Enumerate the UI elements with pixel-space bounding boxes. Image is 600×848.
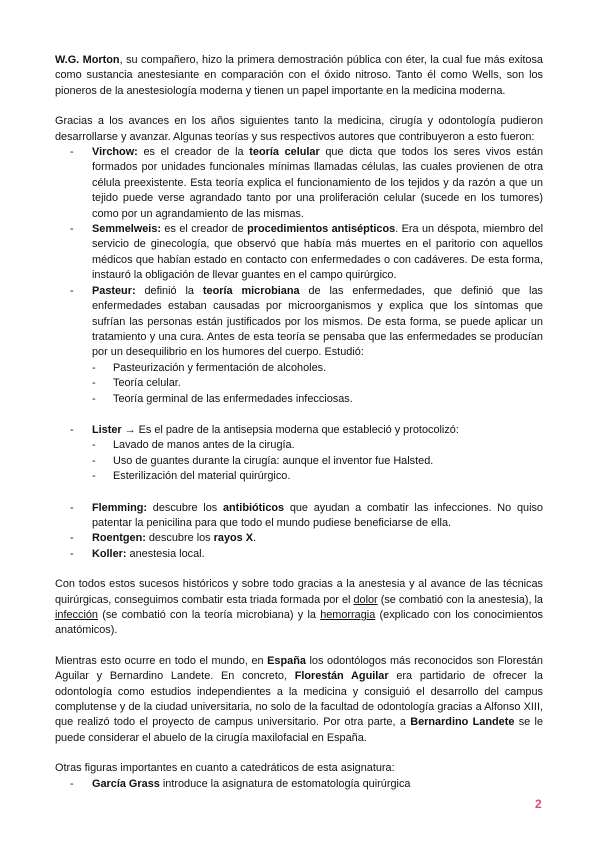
sublist-item: - Esterilización del material quirúrgico. xyxy=(55,469,543,484)
document-body xyxy=(55,53,543,792)
sublist-item: - Teoría germinal de las enfermedades infecciosas. xyxy=(55,392,543,407)
paragraph-triad: Con todos estos sucesos históricos y sobre todo gracias a la anestesia y al avance de las técnicas quirúrgicas, conseguimos combatir esta triada formada por el dolor (se combatió con la anestesia), la infección (se combatió con la teoría microbiana) y la hemorragia (explicado con los conocimientos anatómicos). xyxy=(55,578,543,637)
sublist-item: - Pasteurización y fermentación de alcoholes. xyxy=(55,361,543,376)
pasteur-sublist xyxy=(92,361,543,407)
paragraph-intro-theories: Gracias a los avances en los años siguientes tanto la medicina, cirugía y odontología pudieron desarrollarse y avanzar. Algunas teorías y sus respectivos autores que contribuyeron a esto fueron: xyxy=(55,115,543,143)
list-item-flemming: - Flemming: descubre los antibióticos que ayudan a combatir las infecciones. No quiso patentar la penicilina para que todo el mundo pudiese beneficiarse de ella. xyxy=(55,501,543,532)
list-item-pasteur: - Pasteur: definió la teoría microbiana de las enfermedades, que definió que las enfermedades estaban causadas por microorganismos y explica que los síntomas que sufrían las personas están justificados por los mismos. De esta forma, se puede aplicar un tratamiento y una cura. Antes de esta teoría se pensaba que las enfermedades se producían por un desequilibrio en los humores del cuerpo. Estudió: - Pasteurización y fermentación de alcoholes. - Teoría celular. - Teoría germinal de las enfermedades infecciosas. xyxy=(55,284,543,423)
sublist-item: - Uso de guantes durante la cirugía: aunque el inventor fue Halsted. xyxy=(55,454,543,469)
list-item-roentgen: - Roentgen: descubre los rayos X. xyxy=(55,531,543,546)
page-number: 2 xyxy=(535,797,542,811)
list-item-semmelweis: - Semmelweis: es el creador de procedimientos antisépticos. Era un déspota, miembro del servicio de ginecología, que observó que había más muertes en el paritorio con aquellos médicos que habían estado en contacto con enfermedades o con cadáveres. De esta forma, instauró la obligación de llevar guantes en el campo quirúrgico. xyxy=(55,222,543,284)
paragraph-other-figures: Otras figuras importantes en cuanto a catedráticos de esta asignatura: xyxy=(55,762,395,775)
list-item-virchow: - Virchow: es el creador de la teoría celular que dicta que todos los seres vivos están formados por unidades funcionales mínimas llamadas células, las cuales provienen de otra célula preexistente. Esta teoría explica el funcionamiento de los tejidos y da razón a que un tejido puede verse agrandado tanto por una proliferación celular (sucede en los tumores) como por un agrandamiento de las mismas. xyxy=(55,145,543,222)
sublist-item: - Teoría celular. xyxy=(55,376,543,391)
list-item-lister: - Lister → Es el padre de la antisepsia moderna que estableció y protocolizó: - Lavado de manos antes de la cirugía. - Uso de guantes durante la cirugía: aunque el inventor fue Halsted. - Esterilización del material quirúrgico. xyxy=(55,423,543,501)
sublist-item: - Lavado de manos antes de la cirugía. xyxy=(55,438,543,453)
lister-sublist xyxy=(92,438,543,484)
paragraph-morton: W.G. Morton, su compañero, hizo la primera demostración pública con éter, la cual fue más exitosa como sustancia anestesiante en comparación con el óxido nitroso. Tanto él como Wells, son los pioneros de la anestesiología moderna y tienen un papel importante en la medicina moderna. xyxy=(55,54,543,97)
figures-list xyxy=(55,777,543,792)
paragraph-spain: Mientras esto ocurre en todo el mundo, en España los odontólogos más reconocidos son Florestán Aguilar y Bernardino Landete. En concreto, Florestán Aguilar era partidario de ofrecer la odontología como estudios independientes a la medicina y consiguió el desarrollo del campus complutense y de la ciudad universitaria, no solo de la facultad de odontología gracias a Alfonso XIII, que realizó todo el proyecto de campus universitario. Por otra parte, a Bernardino Landete se le puede considerar el abuelo de la cirugía maxilofacial en España. xyxy=(55,654,544,744)
list-item-koller: - Koller: anestesia local. xyxy=(55,547,543,562)
list-item-garcia-grass: - García Grass introduce la asignatura de estomatología quirúrgica xyxy=(55,777,543,792)
theories-list xyxy=(55,145,543,562)
